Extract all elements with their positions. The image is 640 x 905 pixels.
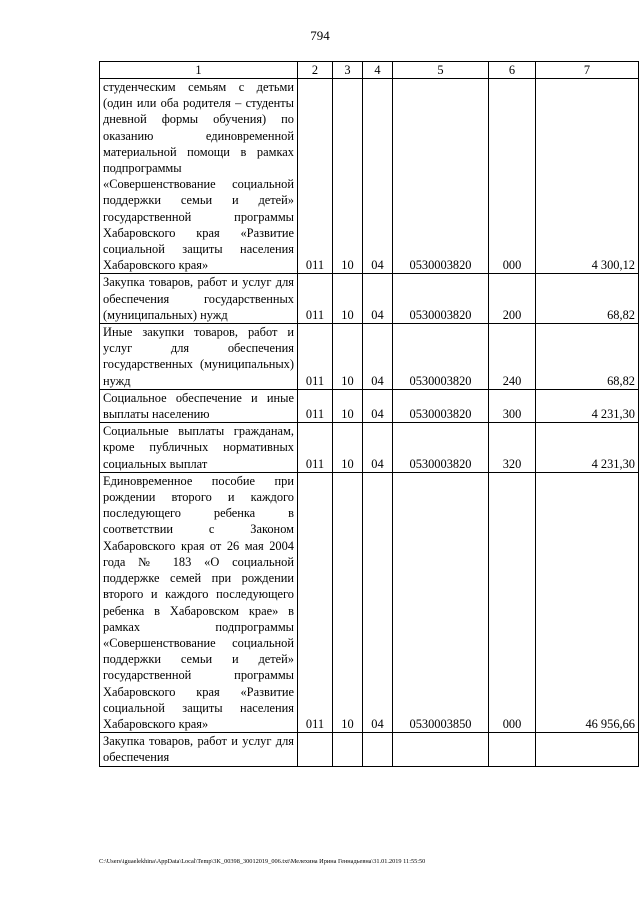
cell-expense-type: 000 [489,472,536,732]
row-description: Закупка товаров, работ и услуг для обеспечения государственных (муниципальных) нужд [100,274,298,324]
cell-subsection: 04 [363,423,393,473]
table-row [100,79,639,274]
cell-target-article: 0530003820 [393,274,489,324]
cell-section: 10 [333,389,363,422]
cell-subsection: 04 [363,472,393,732]
row-description: Закупка товаров, работ и услуг для обеспечения [100,733,298,766]
cell-amount: 68,82 [536,274,639,324]
header-col-1: 1 [100,62,298,79]
cell-admin-code [298,733,333,766]
cell-admin-code: 011 [298,423,333,473]
cell-target-article: 0530003820 [393,389,489,422]
cell-target-article: 0530003820 [393,423,489,473]
cell-subsection: 04 [363,389,393,422]
cell-expense-type: 320 [489,423,536,473]
page-number: 794 [310,28,330,43]
cell-admin-code: 011 [298,472,333,732]
header-col-5: 5 [393,62,489,79]
cell-expense-type: 200 [489,274,536,324]
cell-section: 10 [333,472,363,732]
table-row [100,389,639,422]
cell-expense-type: 000 [489,79,536,274]
cell-subsection [363,733,393,766]
cell-amount [536,733,639,766]
cell-amount: 4 300,12 [536,79,639,274]
row-description: студенческим семьям с детьми (один или оба родителя – студенты дневной формы обучения) по оказанию единовременной материальной помощи в рамках подпрограммы «Совершенствование социальной поддержки семьи и детей» государственной программы Хабаровского края «Развитие социальной защиты населения Хабаровского края» [100,79,298,274]
header-col-3: 3 [333,62,363,79]
row-description: Социальные выплаты гражданам, кроме публичных нормативных социальных выплат [100,423,298,473]
cell-amount: 46 956,66 [536,472,639,732]
cell-expense-type: 300 [489,389,536,422]
file-path-footer: C:\Users\iguaelekhina\AppData\Local\Temp\3K_00398_30012019_006.txt\Мелехина Ирина Геннадьевна\31.01.2019 11:55:50 [99,858,426,865]
table-header-row [100,62,639,79]
table-row [100,423,639,473]
table-row [100,324,639,390]
cell-subsection: 04 [363,324,393,390]
header-col-2: 2 [298,62,333,79]
cell-target-article: 0530003850 [393,472,489,732]
cell-section: 10 [333,324,363,390]
cell-section: 10 [333,274,363,324]
header-col-4: 4 [363,62,393,79]
cell-target-article: 0530003820 [393,79,489,274]
cell-admin-code: 011 [298,389,333,422]
budget-table [99,61,639,767]
cell-section: 10 [333,423,363,473]
table-row [100,472,639,732]
cell-subsection: 04 [363,274,393,324]
row-description: Социальное обеспечение и иные выплаты населению [100,389,298,422]
cell-admin-code: 011 [298,274,333,324]
table-row [100,733,639,766]
cell-expense-type: 240 [489,324,536,390]
cell-subsection: 04 [363,79,393,274]
cell-amount: 68,82 [536,324,639,390]
cell-target-article [393,733,489,766]
cell-admin-code: 011 [298,324,333,390]
cell-section [333,733,363,766]
cell-amount: 4 231,30 [536,389,639,422]
cell-target-article: 0530003820 [393,324,489,390]
cell-admin-code: 011 [298,79,333,274]
table-row [100,274,639,324]
cell-amount: 4 231,30 [536,423,639,473]
cell-expense-type [489,733,536,766]
header-col-7: 7 [536,62,639,79]
cell-section: 10 [333,79,363,274]
row-description: Иные закупки товаров, работ и услуг для обеспечения государственных (муниципальных) нужд [100,324,298,390]
header-col-6: 6 [489,62,536,79]
row-description: Единовременное пособие при рождении второго и каждого последующего ребенка в соответствии с Законом Хабаровского края от 26 мая 2004 года № 183 «О социальной поддержке семей при рождении второго и каждого последующего ребенка в Хабаровском крае» в рамках подпрограммы «Совершенствование социальной поддержки семьи и детей» государственной программы Хабаровского края «Развитие социальной защиты населения Хабаровского края» [100,472,298,732]
